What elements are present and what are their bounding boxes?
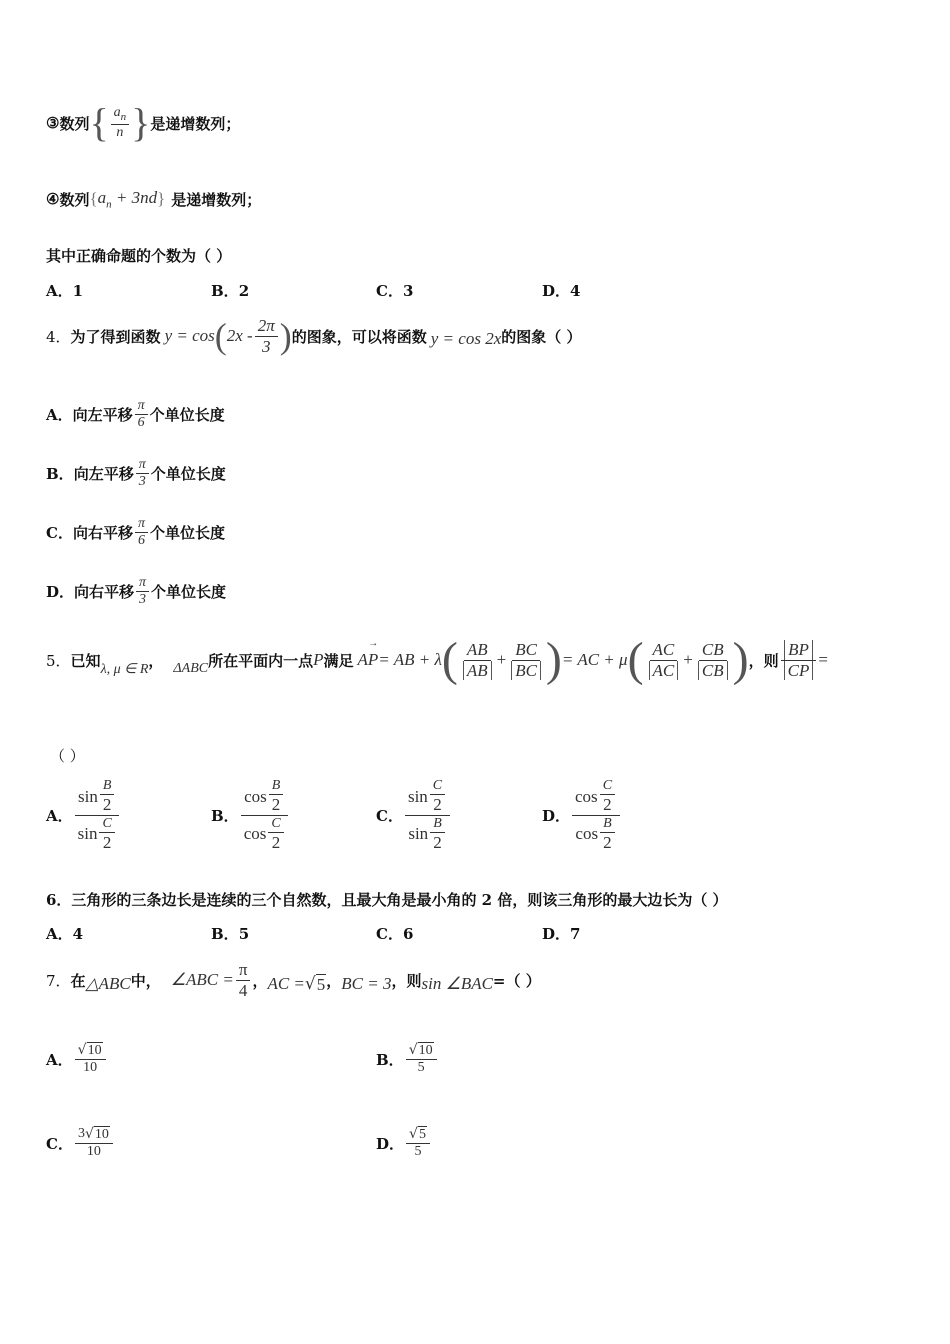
fraction: $\frac{2\pi}{3}$: [255, 316, 278, 356]
q3-option-d[interactable]: D． 4: [542, 281, 581, 300]
q7-option-a[interactable]: A． √ 10 10: [46, 1042, 108, 1076]
q3-option-b[interactable]: B． 2: [211, 281, 250, 300]
q6-option-c[interactable]: C． 6: [376, 924, 414, 943]
q5-stem: 5． 已知 λ, μ ∈ R ， ΔABC 所在平面内一点 P 满足 → AP = AB + λ ( $\frac{AB}{AB}$ + $\frac{BC}{BC}$ ) = AC + μ ( $\frac{AC}{AC}$ + $\frac{CB}{CB}$ ) ，则 $\frac{BP}{CP}$ =: [46, 636, 828, 684]
fraction: √ 5 5: [406, 1126, 430, 1160]
item-text: 是递增数列；: [150, 114, 241, 133]
fraction: $\frac{a_n}{n}$: [111, 105, 130, 141]
fraction: 3 √ 10 10: [75, 1126, 113, 1160]
fraction: sin $\frac{C}{2}$ sin $\frac{B}{2}$: [405, 778, 450, 852]
fraction: cos $\frac{B}{2}$ cos $\frac{C}{2}$: [241, 778, 289, 852]
fraction: sin $\frac{B}{2}$ sin $\frac{C}{2}$: [75, 778, 120, 852]
sqrt: √ 5: [304, 973, 326, 994]
item-text: 数列: [59, 114, 90, 133]
q4-stem: 4． 为了得到函数 y = cos ( 2x - $\frac{2\pi}{3}$ ) 的图象，可以将函数 y = cos 2x 的图象（ ）: [46, 316, 582, 357]
q3-option-c[interactable]: C． 3: [376, 281, 414, 300]
q4-option-c[interactable]: C． 向右平移 $\frac{\pi}{6}$ 个单位长度: [46, 516, 225, 549]
fraction: cos $\frac{C}{2}$ cos $\frac{B}{2}$: [572, 778, 620, 852]
item-text: 数列: [59, 190, 90, 209]
fraction: $\frac{CB}{CB}$: [695, 640, 731, 680]
item-marker: ④: [46, 190, 60, 209]
question-number: 4．: [46, 327, 71, 346]
right-brace: }: [131, 100, 151, 145]
q5-option-c[interactable]: C． sin $\frac{C}{2}$ sin $\frac{B}{2}$: [376, 778, 452, 852]
q5-answer-paren: （ ）: [50, 747, 85, 765]
q3-option-a[interactable]: A． 1: [46, 281, 84, 300]
q3-item-3: [46, 100, 241, 145]
q7-option-d[interactable]: D． √ 5 5: [376, 1126, 432, 1160]
q5-option-d[interactable]: D． cos $\frac{C}{2}$ cos $\frac{B}{2}$: [542, 778, 622, 852]
q6-stem: 6．三角形的三条边长是连续的三个自然数，且最大角是最小角的 2 倍，则该三角形的最大边长为（ ）: [46, 891, 728, 909]
q3-item-4: ④ 数列 { $a_n + 3nd$ } 是递增数列；: [46, 188, 262, 211]
fraction: $\frac{BC}{BC}$: [508, 640, 544, 680]
question-number: 5．: [46, 651, 71, 670]
q6-option-b[interactable]: B． 5: [211, 924, 250, 943]
fraction: √ 10 10: [75, 1042, 106, 1076]
fraction: $\frac{\pi}{4}$: [236, 960, 251, 1000]
ratio-fraction: $\frac{BP}{CP}$: [781, 640, 817, 680]
item-marker: ③: [46, 114, 60, 132]
q4-option-a[interactable]: A． 向左平移 $\frac{\pi}{6}$ 个单位长度: [46, 398, 225, 431]
q3-question: 其中正确命题的个数为（ ）: [46, 247, 232, 265]
fraction: $\frac{AC}{AC}$: [646, 640, 682, 680]
q5-option-b[interactable]: B． cos $\frac{B}{2}$ cos $\frac{C}{2}$: [211, 778, 291, 852]
q6-option-a[interactable]: A． 4: [46, 924, 84, 943]
fraction: $\frac{AB}{AB}$: [460, 640, 495, 680]
q4-option-b[interactable]: B． 向左平移 $\frac{\pi}{3}$ 个单位长度: [46, 457, 226, 490]
q6-option-d[interactable]: D． 7: [542, 924, 581, 943]
sequence-expr: $a_n + 3nd$: [97, 188, 158, 211]
q4-option-d[interactable]: D． 向右平移 $\frac{\pi}{3}$ 个单位长度: [46, 575, 227, 608]
left-brace: {: [89, 100, 109, 145]
fraction: √ 10 5: [406, 1042, 437, 1076]
q7-option-c[interactable]: C． 3 √ 10 10: [46, 1126, 115, 1160]
q5-option-a[interactable]: A． sin $\frac{B}{2}$ sin $\frac{C}{2}$: [46, 778, 122, 852]
q7-stem: 7． 在 △ABC 中， ∠ABC = $\frac{\pi}{4}$ ， AC = √ 5 ， BC = 3 ，则 sin ∠BAC =（ ）: [46, 960, 541, 1000]
item-text: 是递增数列；: [171, 190, 262, 209]
question-number: 7．: [46, 971, 71, 990]
q7-option-b[interactable]: B． √ 10 5: [376, 1042, 439, 1076]
